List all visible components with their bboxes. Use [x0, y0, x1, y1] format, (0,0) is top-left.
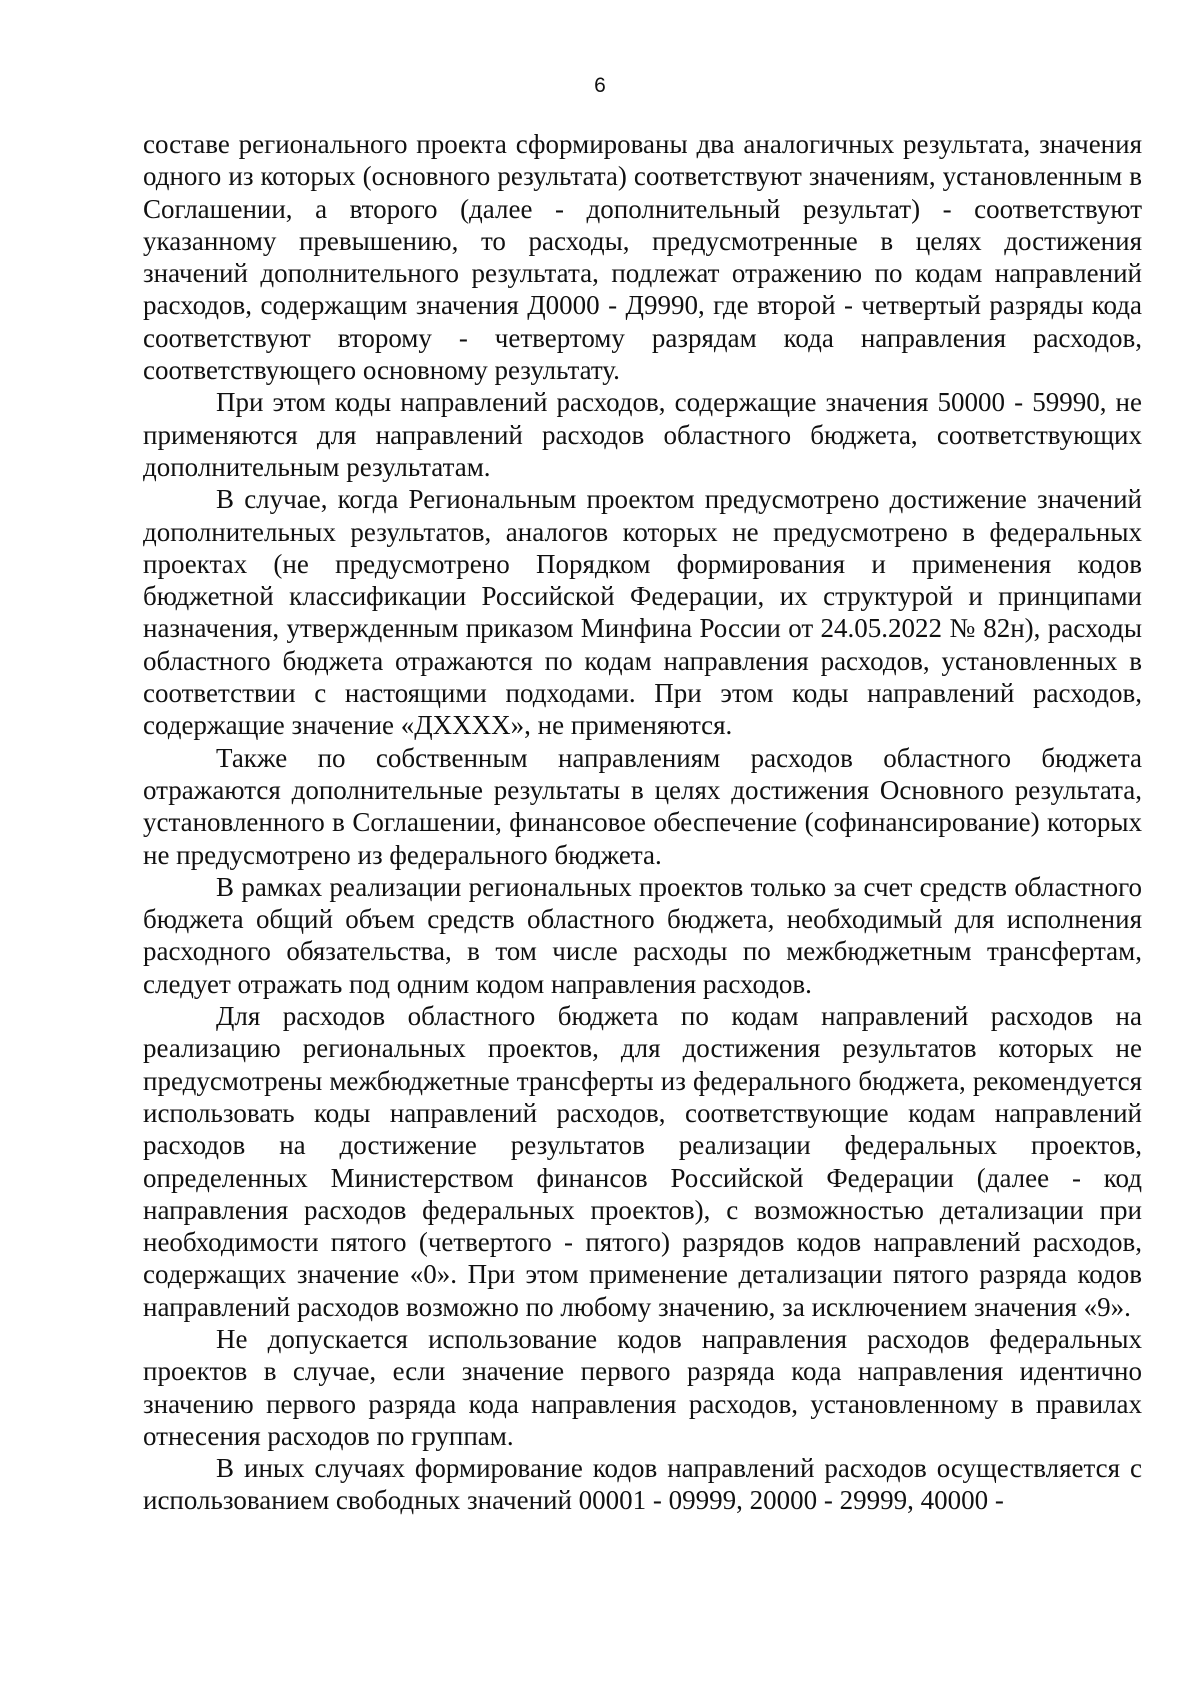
paragraph: В иных случаях формирование кодов направлений расходов осуществляется с использованием свободных значений 00001 - 09999, 20000 - 29999, 40000 - — [143, 1453, 1142, 1516]
page-number: 6 — [594, 74, 606, 97]
paragraph: При этом коды направлений расходов, содержащие значения 50000 - 59990, не применяются для направлений расходов областного бюджета, соответствующих дополнительным результатам. — [143, 387, 1142, 482]
paragraph: В случае, когда Региональным проектом предусмотрено достижение значений дополнительных результатов, аналогов которых не предусмотрено в федеральных проектах (не предусмотрено Порядком формирования и применения кодов бюджетной классификации Российской Федерации, их структурой и принципами назначения, утвержденным приказом Минфина России от 24.05.2022 № 82н), расходы областного бюджета отражаются по кодам направления расходов, установленных в соответствии с настоящими подходами. При этом коды направлений расходов, содержащие значение «ДХХХХ», не применяются. — [143, 484, 1142, 741]
paragraph: Также по собственным направлениям расходов областного бюджета отражаются дополнительные результаты в целях достижения Основного результата, установленного в Соглашении, финансовое обеспечение (софинансирование) которых не предусмотрено из федерального бюджета. — [143, 742, 1142, 870]
document-body — [143, 128, 1142, 1517]
paragraph: Для расходов областного бюджета по кодам направлений расходов на реализацию региональных проектов, для достижения результатов которых не предусмотрены межбюджетные трансферты из федерального бюджета, рекомендуется использовать коды направлений расходов, соответствующие кодам направлений расходов на достижение результатов реализации федеральных проектов, определенных Министерством финансов Российской Федерации (далее - код направления расходов федеральных проектов), с возможностью детализации при необходимости пятого (четвертого - пятого) разрядов кодов направлений расходов, содержащих значение «0». При этом применение детализации пятого разряда кодов направлений расходов возможно по любому значению, за исключением значения «9». — [143, 1001, 1142, 1322]
paragraph-continuation: составе регионального проекта сформированы два аналогичных результата, значения одного из которых (основного результата) соответствуют значениям, установленным в Соглашении, а второго (далее - дополнительный результат) - соответствуют указанному превышению, то расходы, предусмотренные в целях достижения значений дополнительного результата, подлежат отражению по кодам направлений расходов, содержащим значения Д0000 - Д9990, где второй - четвертый разряды кода соответствуют второму - четвертому разрядам кода направления расходов, соответствующего основному результату. — [143, 129, 1142, 386]
paragraph: Не допускается использование кодов направления расходов федеральных проектов в случае, если значение первого разряда кода направления идентично значению первого разряда кода направления расходов, установленному в правилах отнесения расходов по группам. — [143, 1323, 1142, 1451]
paragraph: В рамках реализации региональных проектов только за счет средств областного бюджета общий объем средств областного бюджета, необходимый для исполнения расходного обязательства, в том числе расходы по межбюджетным трансфертам, следует отражать под одним кодом направления расходов. — [143, 871, 1142, 999]
